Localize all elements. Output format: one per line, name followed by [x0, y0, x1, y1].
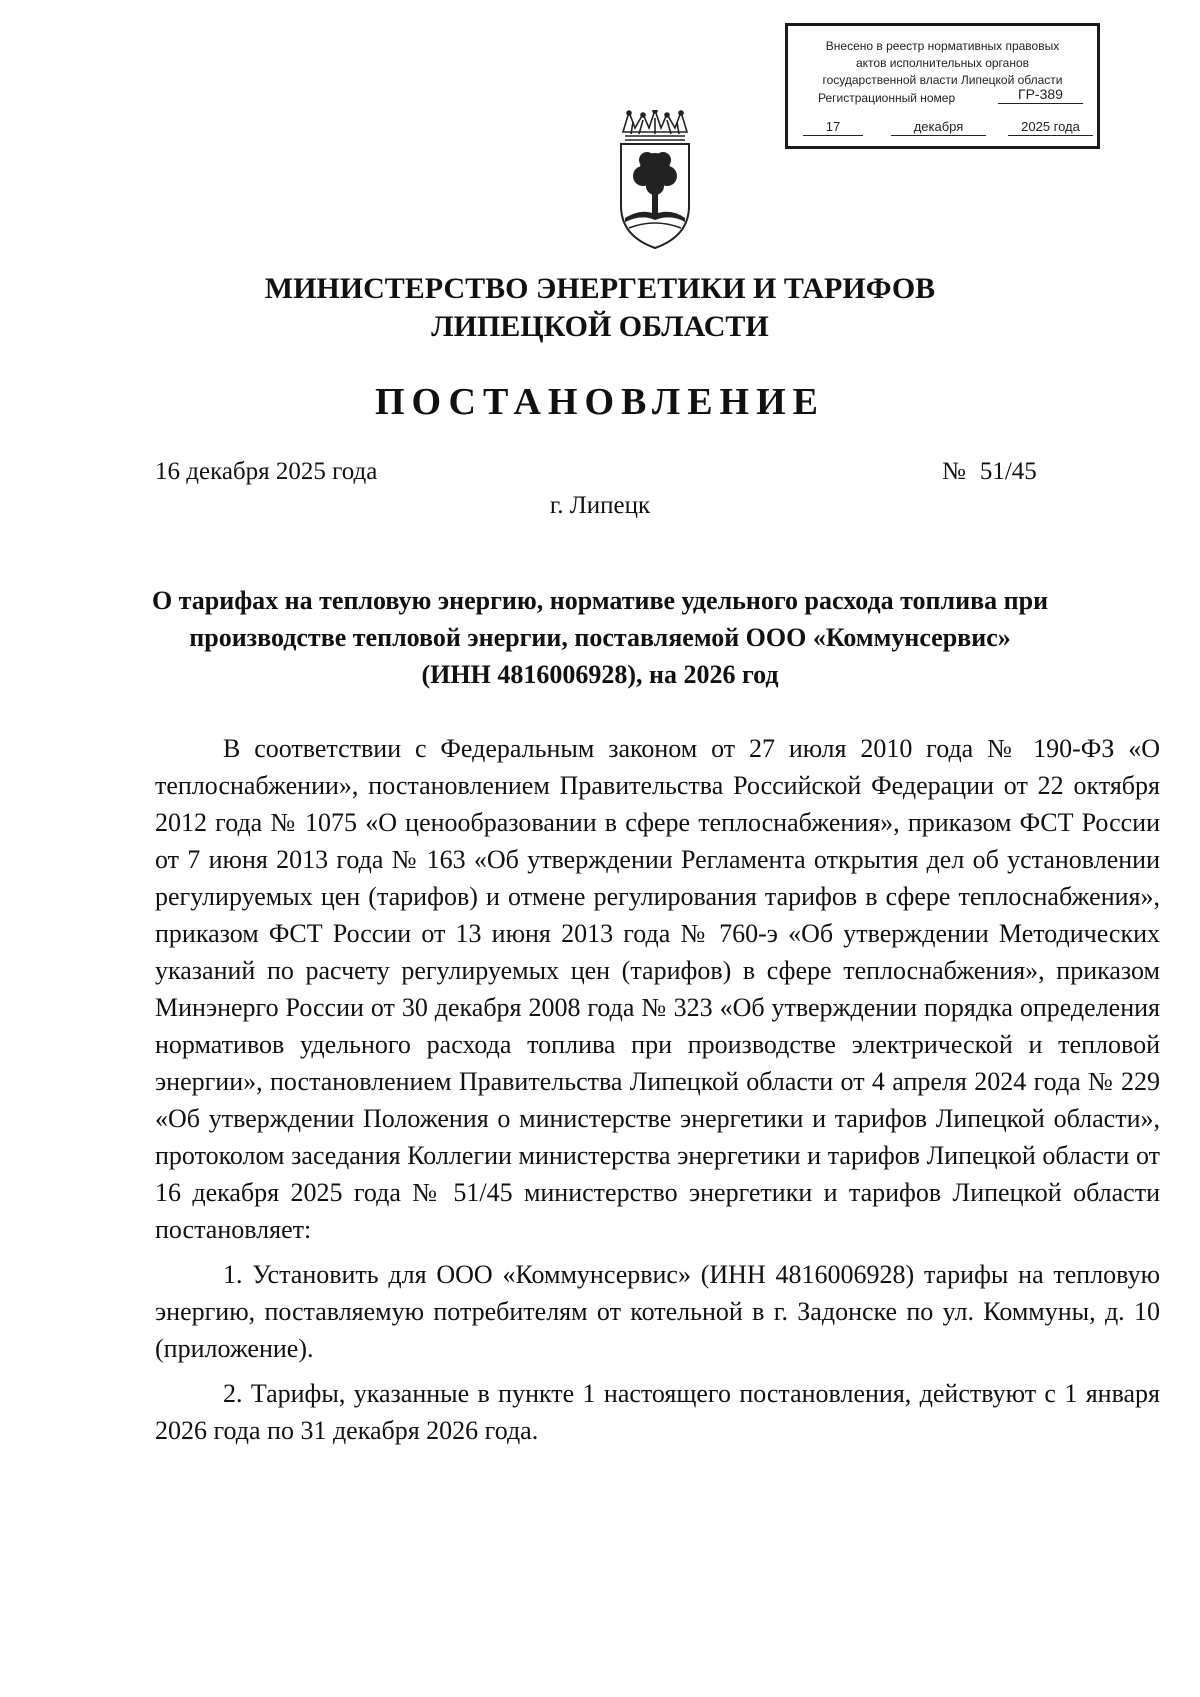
stamp-line-1: Внесено в реестр нормативных правовых — [825, 39, 1060, 53]
document-title — [140, 582, 1060, 693]
document-title-line-1: О тарифах на тепловую энергию, нормативе удельного расхода топлива при — [151, 586, 1049, 615]
document-title-line-2: производстве тепловой энергии, поставляемой ООО «Коммунсервис» — [189, 623, 1011, 652]
ministry-name — [0, 270, 1200, 346]
document-body — [155, 730, 1160, 1457]
body-item-1: 1. Установить для ООО «Коммунсервис» (ИНН 4816006928) тарифы на тепловую энергию, поставляемую потребителям от котельной в г. Задонске по ул. Коммуны, д. 10 (приложение). — [155, 1260, 1160, 1363]
stamp-date-day: 17 — [803, 118, 863, 136]
stamp-date-year: 2025 года — [1008, 118, 1093, 136]
stamp-line-3: государственной власти Липецкой области — [822, 73, 1063, 87]
stamp-registration-row — [818, 86, 1088, 110]
stamp-registration-label: Регистрационный номер — [818, 91, 956, 105]
stamp-date-month: декабря — [891, 118, 986, 136]
stamp-text — [788, 38, 1097, 89]
stamp-registration-number: ГР-389 — [998, 86, 1083, 104]
document-date: 16 декабря 2025 года — [155, 458, 378, 485]
coat-of-arms-icon — [615, 110, 695, 250]
document-title-line-3: (ИНН 4816006928), на 2026 год — [421, 660, 779, 689]
document-number-sign: № — [942, 458, 966, 485]
stamp-line-2: актов исполнительных органов — [855, 56, 1030, 70]
document-type: ПОСТАНОВЛЕНИЕ — [374, 381, 826, 423]
ministry-name-line-1: МИНИСТЕРСТВО ЭНЕРГЕТИКИ И ТАРИФОВ — [264, 272, 936, 305]
stamp-date-row — [803, 118, 1093, 138]
document-number-value: 51/45 — [979, 458, 1037, 485]
body-item-2: 2. Тарифы, указанные в пункте 1 настоящего постановления, действуют с 1 января 2026 года по 31 декабря 2026 года. — [155, 1379, 1160, 1445]
document-number — [942, 458, 1037, 486]
document-city: г. Липецк — [549, 492, 651, 519]
registration-stamp — [785, 23, 1100, 149]
body-preamble: В соответствии с Федеральным законом от 27 июля 2010 года № 190-ФЗ «О теплоснабжении», постановлением Правительства Российской Федерации от 22 октября 2012 года № 1075 «О ценообразовании в сфере теплоснабжения», приказом ФСТ России от 7 июня 2013 года № 163 «Об утверждении Регламента открытия дел об установлении регулируемых цен (тарифов) и отмене регулирования тарифов в сфере теплоснабжения», приказом ФСТ России от 13 июня 2013 года № 760-э «Об утверждении Методических указаний по расчету регулируемых цен (тарифов) в сфере теплоснабжения», приказом Минэнерго России от 30 декабря 2008 года № 323 «Об утверждении порядка определения нормативов удельного расхода топлива при производстве электрической и тепловой энергии», постановлением Правительства Липецкой области от 4 апреля 2024 года № 229 «Об утверждении Положения о министерстве энергетики и тарифов Липецкой области», протоколом заседания Коллегии министерства энергетики и тарифов Липецкой области от 16 декабря 2025 года № 51/45 министерство энергетики и тарифов Липецкой области постановляет: — [155, 734, 1160, 1244]
ministry-name-line-2: ЛИПЕЦКОЙ ОБЛАСТИ — [431, 310, 769, 343]
